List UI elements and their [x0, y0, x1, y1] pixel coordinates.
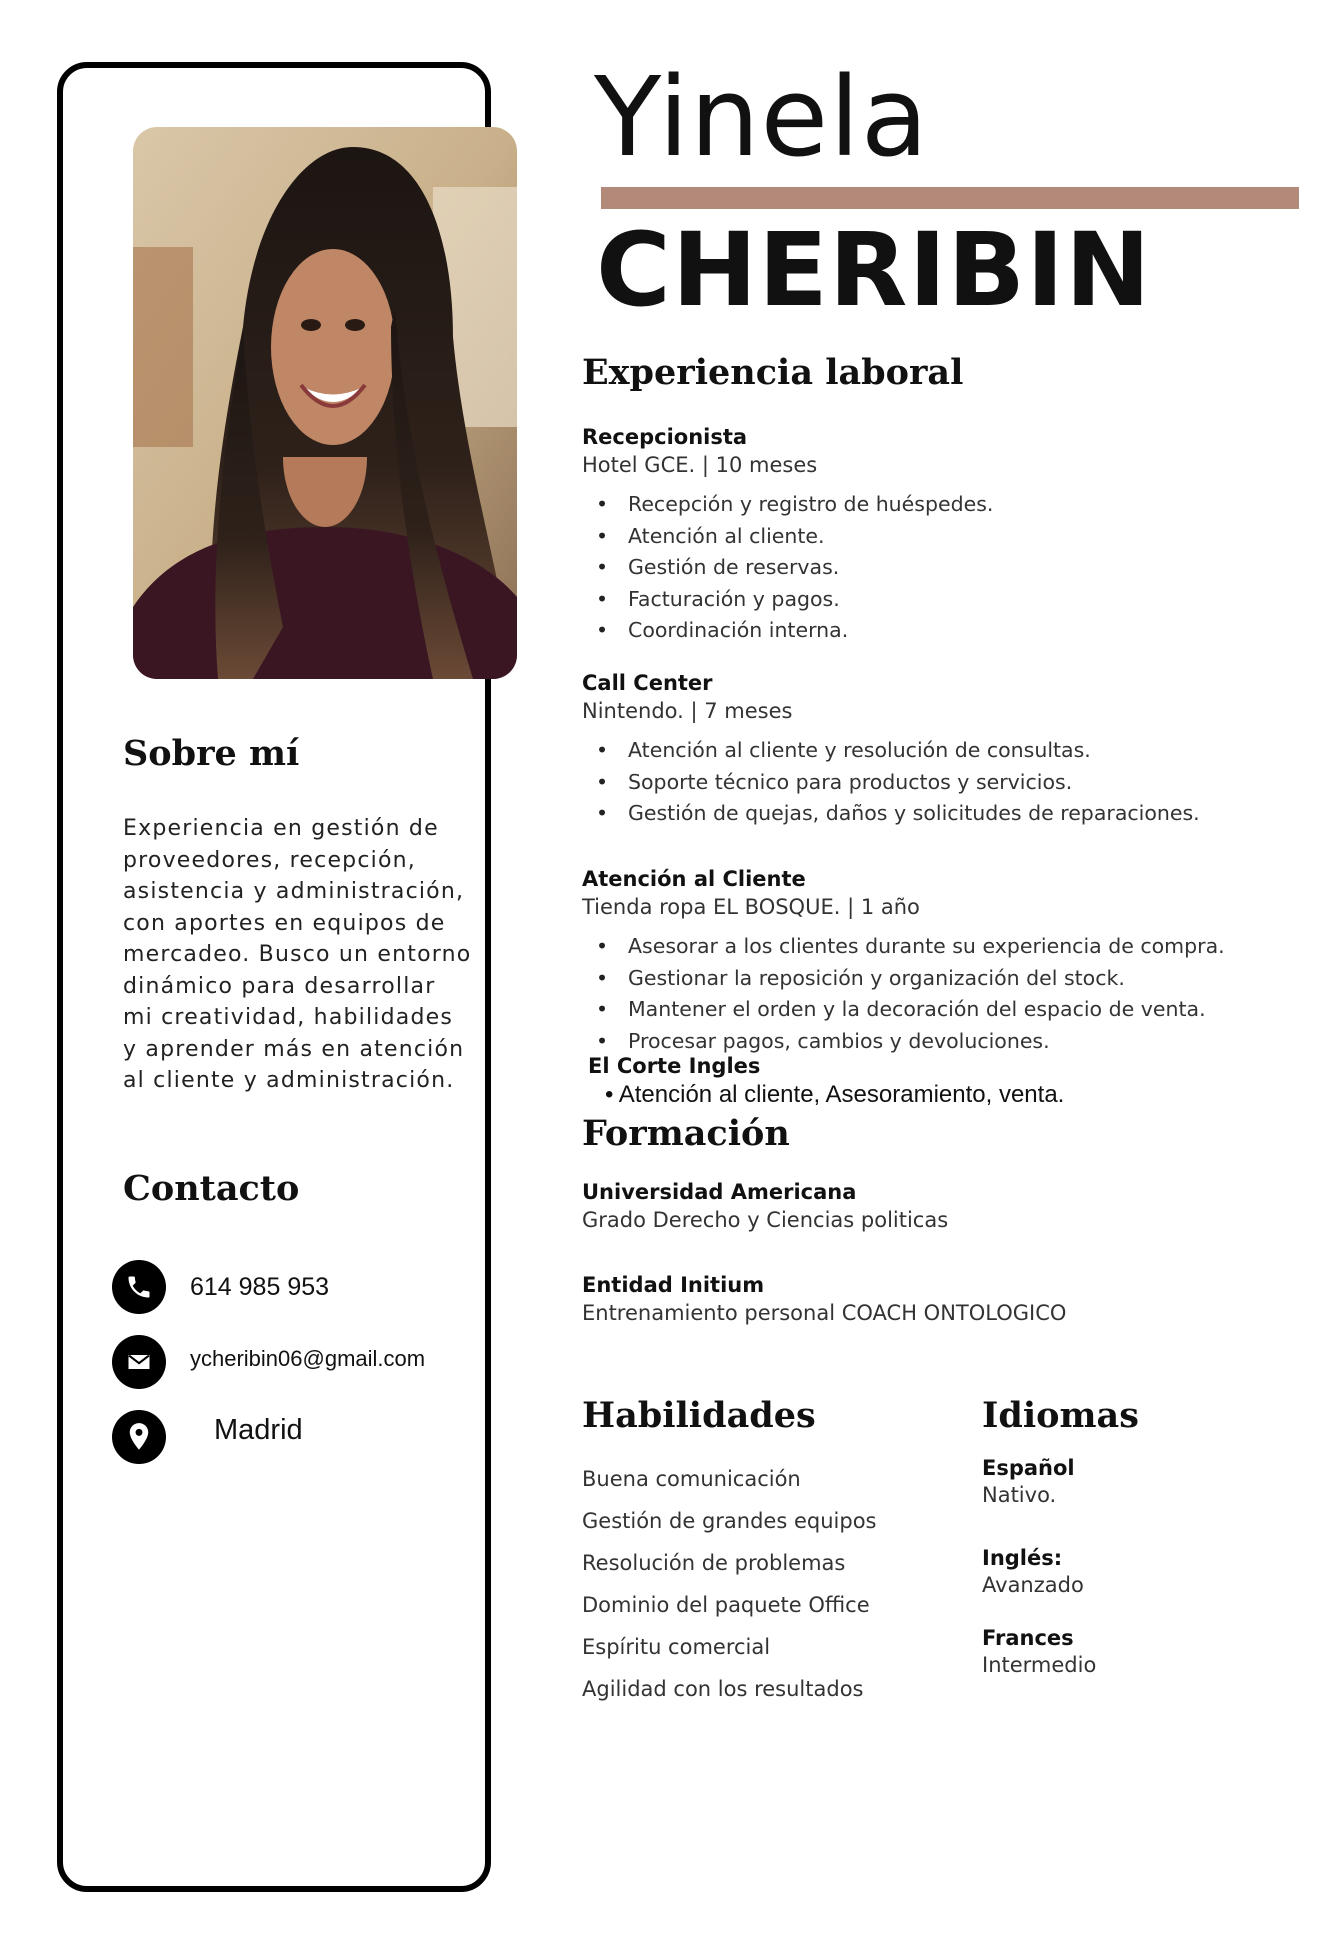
job-company: Hotel GCE. | 10 meses: [582, 453, 818, 477]
accent-bar: [601, 187, 1299, 209]
duty-item: • Coordinación interna.: [582, 615, 1282, 647]
phone-icon: [112, 1260, 166, 1314]
language-entry: [982, 1625, 1096, 1679]
skill-item: Espíritu comercial: [582, 1635, 771, 1659]
education-institution: Entidad Initium: [582, 1273, 765, 1297]
duty-item: • Asesorar a los clientes durante su experiencia de compra.: [582, 931, 1282, 963]
language-name: Español: [982, 1456, 1075, 1480]
job-entry: [582, 423, 1282, 647]
last-name: CHERIBIN: [596, 211, 1152, 330]
duty-item: • Gestión de quejas, daños y solicitudes de reparaciones.: [582, 798, 1282, 830]
contact-heading: Contacto: [123, 1168, 300, 1209]
profile-photo: [133, 127, 517, 679]
job-title: Call Center: [582, 671, 713, 695]
duty-list: [582, 931, 1282, 1057]
skill-item: Resolución de problemas: [582, 1551, 846, 1575]
duty-item: • Atención al cliente y resolución de consultas.: [582, 735, 1282, 767]
education-entry: [582, 1178, 948, 1234]
job-company: Nintendo. | 7 meses: [582, 699, 793, 723]
skill-item: Buena comunicación: [582, 1467, 801, 1491]
education-heading: Formación: [582, 1113, 790, 1154]
language-level: Intermedio: [982, 1653, 1097, 1677]
skill-item: Dominio del paquete Office: [582, 1593, 870, 1617]
duty-item: • Facturación y pagos.: [582, 584, 1282, 616]
duty-item: • Gestionar la reposición y organización del stock.: [582, 963, 1282, 995]
education-degree: Entrenamiento personal COACH ONTOLOGICO: [582, 1301, 1067, 1325]
contact-phone-row[interactable]: [112, 1260, 329, 1314]
duty-item: • Atención al cliente.: [582, 521, 1282, 553]
experience-heading: Experiencia laboral: [582, 352, 964, 393]
contact-location-row: [112, 1410, 303, 1464]
contact-email: ycheribin06@gmail.com: [190, 1346, 426, 1371]
job-entry: [582, 865, 1282, 1057]
duty-item: • Gestión de reservas.: [582, 552, 1282, 584]
contact-email-row[interactable]: [112, 1335, 425, 1389]
location-pin-icon: [112, 1410, 166, 1464]
language-entry: [982, 1455, 1075, 1509]
duty-list: [582, 735, 1282, 830]
first-name: Yinela: [594, 53, 930, 181]
job-title: Recepcionista: [582, 425, 748, 449]
skills-list: [582, 1465, 876, 1717]
languages-heading: Idiomas: [982, 1395, 1139, 1436]
duty-list: [582, 489, 1282, 647]
education-institution: Universidad Americana: [582, 1180, 857, 1204]
extra-job-title: El Corte Ingles: [588, 1054, 761, 1078]
duty-item: • Procesar pagos, cambios y devoluciones.: [582, 1026, 1282, 1058]
job-entry: [582, 669, 1282, 830]
about-text: Experiencia en gestión de proveedores, recepción, asistencia y administración, con aportes en equipos de mercadeo. Busco un entorno dinámico para desarrollar mi creatividad, habilidades y aprender más en atención al cliente y administración.: [123, 816, 472, 1093]
duty-item: • Recepción y registro de huéspedes.: [582, 489, 1282, 521]
about-heading: Sobre mí: [123, 733, 300, 774]
skills-heading: Habilidades: [582, 1395, 816, 1436]
duty-item: • Mantener el orden y la decoración del espacio de venta.: [582, 994, 1282, 1026]
mail-icon: [112, 1335, 166, 1389]
skill-item: Gestión de grandes equipos: [582, 1509, 877, 1533]
skill-item: Agilidad con los resultados: [582, 1677, 864, 1701]
language-level: Nativo.: [982, 1483, 1057, 1507]
job-company: Tienda ropa EL BOSQUE. | 1 año: [582, 895, 920, 919]
education-degree: Grado Derecho y Ciencias politicas: [582, 1208, 949, 1232]
duty-item: • Soporte técnico para productos y servicios.: [582, 767, 1282, 799]
language-entry: [982, 1545, 1084, 1599]
contact-location: Madrid: [214, 1413, 303, 1446]
contact-phone: 614 985 953: [190, 1272, 330, 1301]
extra-job-text: • Atención al cliente, Asesoramiento, venta.: [605, 1081, 1065, 1108]
language-level: Avanzado: [982, 1573, 1084, 1597]
language-name: Inglés:: [982, 1546, 1063, 1570]
job-title: Atención al Cliente: [582, 867, 806, 891]
education-entry: [582, 1271, 1066, 1327]
language-name: Frances: [982, 1626, 1074, 1650]
